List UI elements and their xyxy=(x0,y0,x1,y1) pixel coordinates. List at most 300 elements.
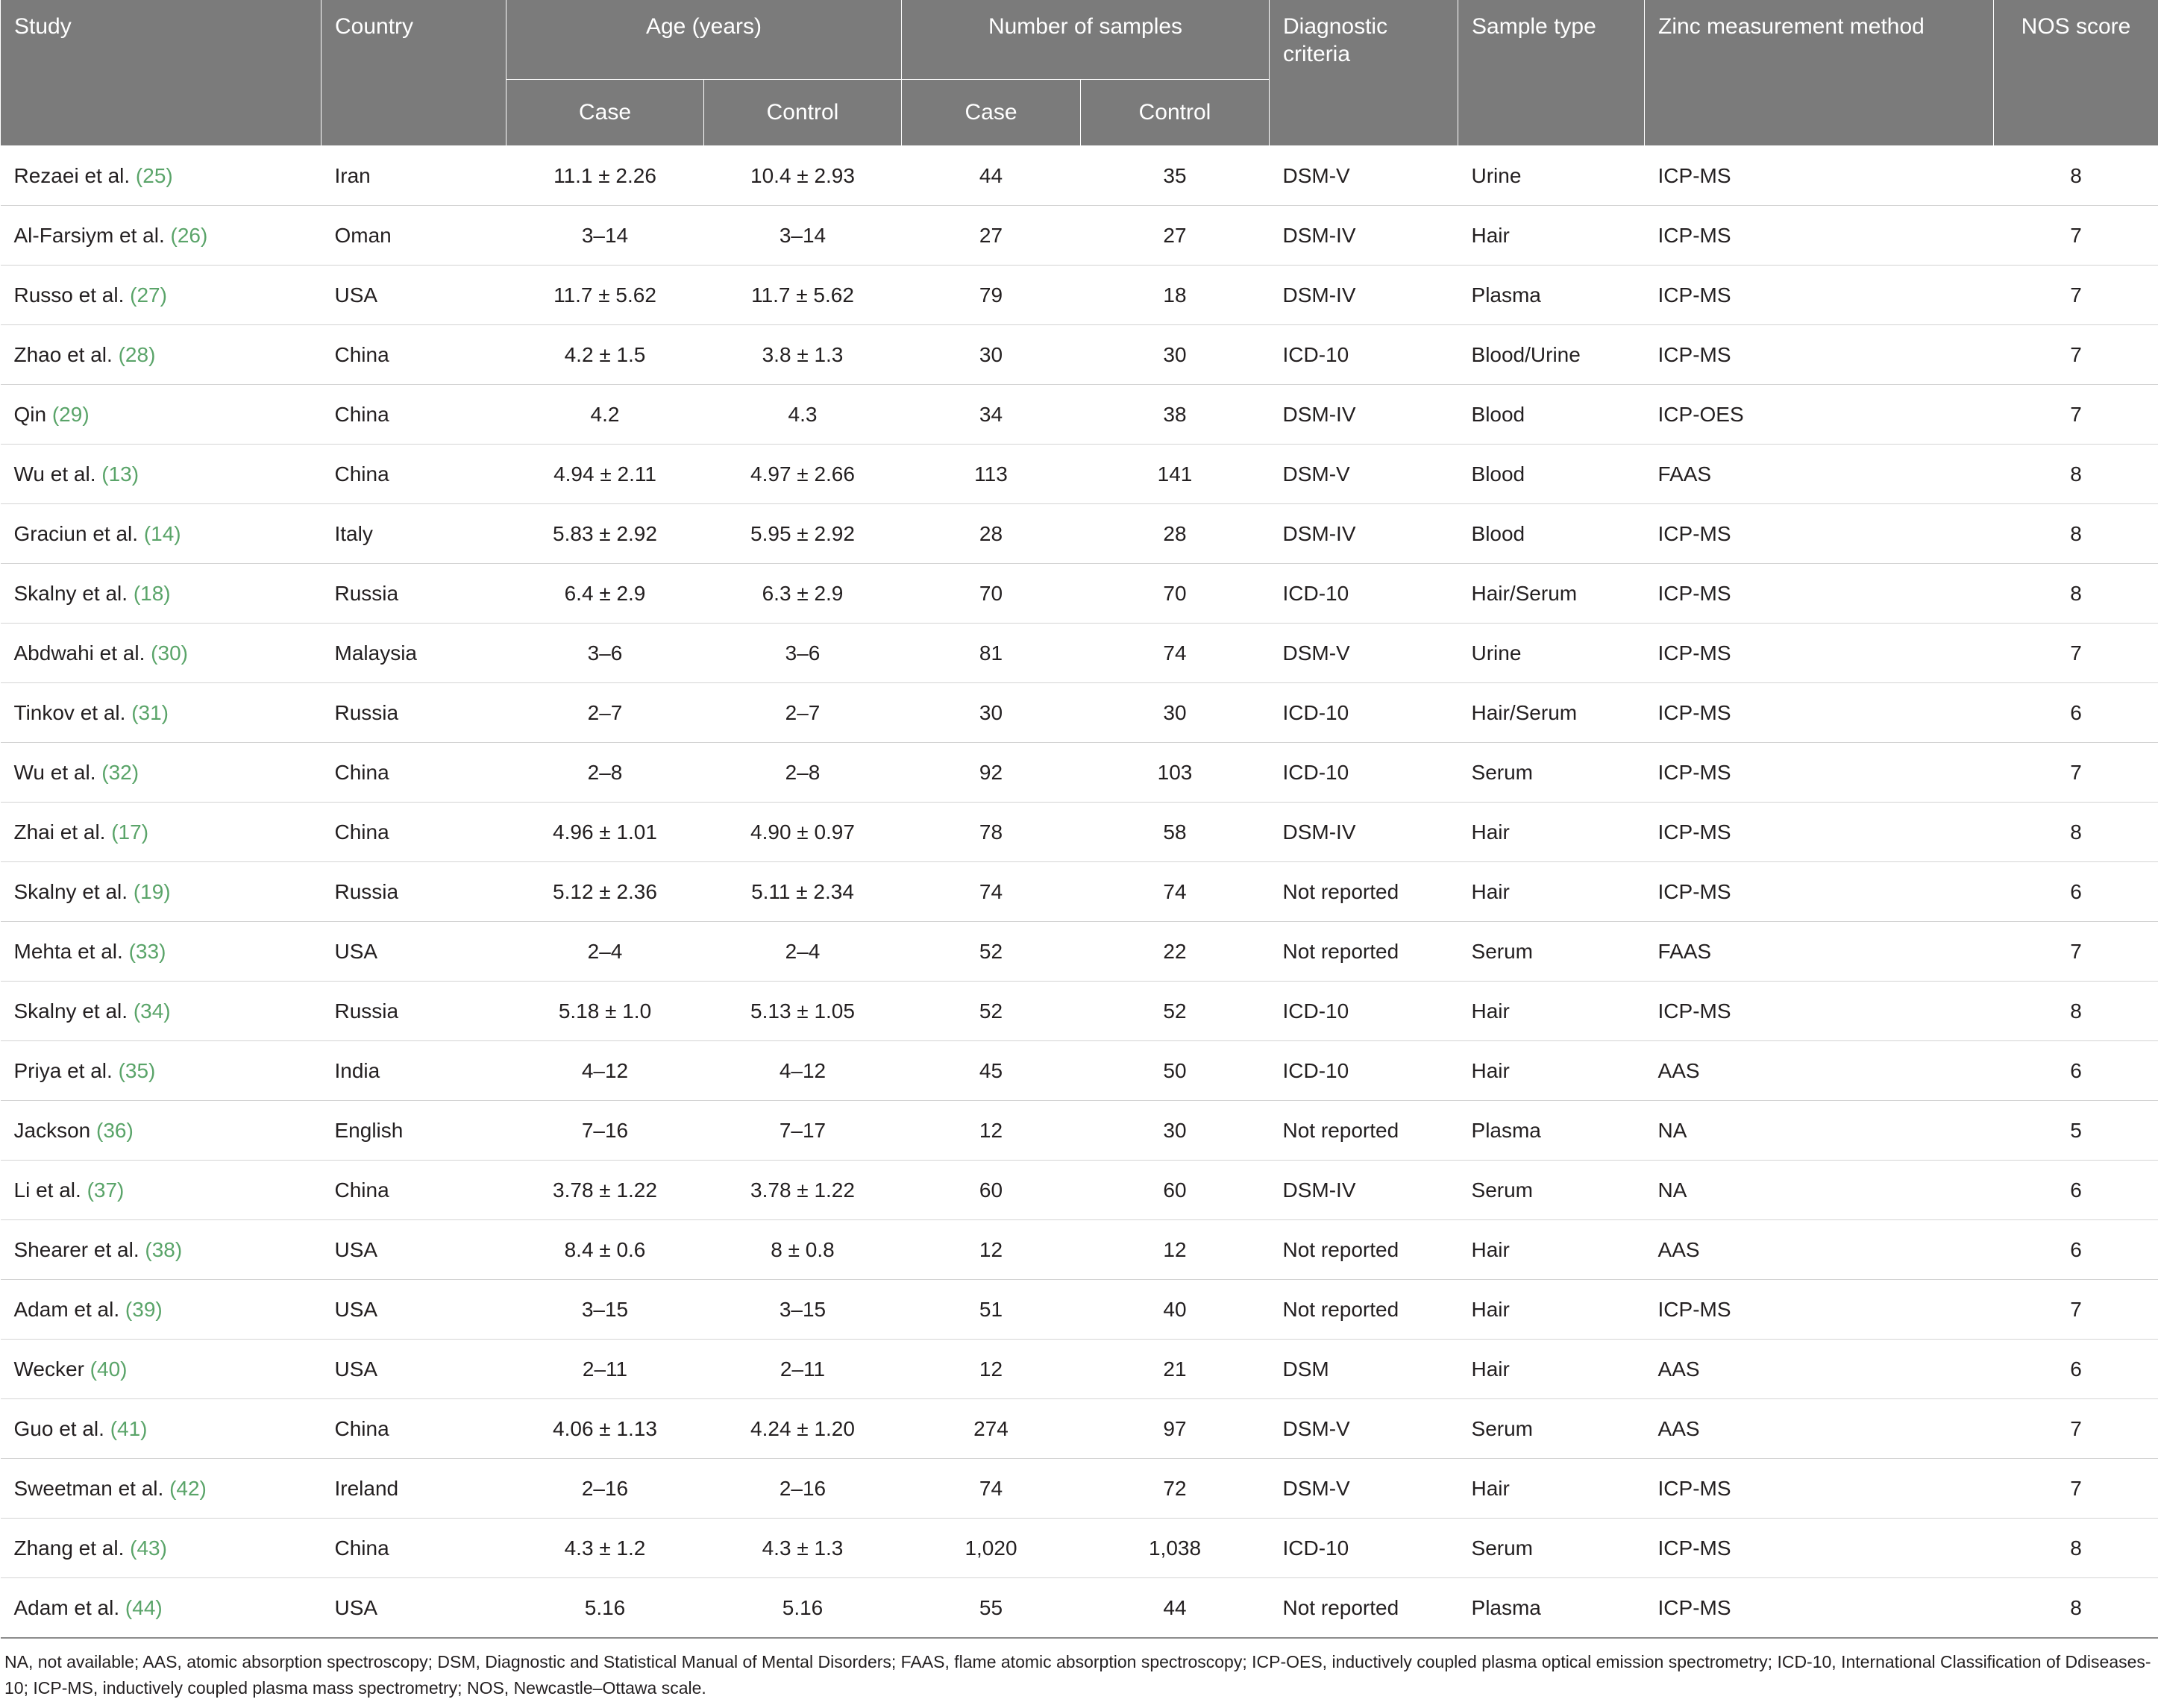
cell-zinc-method: ICP-MS xyxy=(1645,1280,1994,1340)
cell-samples-control: 30 xyxy=(1081,325,1270,385)
cell-age-case: 4.2 xyxy=(506,385,704,445)
cell-age-case: 4–12 xyxy=(506,1041,704,1101)
reference-link[interactable]: (43) xyxy=(130,1536,167,1560)
study-name: Al-Farsiym et al. xyxy=(14,224,165,247)
cell-samples-case: 34 xyxy=(902,385,1081,445)
cell-country: USA xyxy=(321,1340,506,1399)
cell-diagnostic-criteria: Not reported xyxy=(1270,1220,1458,1280)
cell-nos-score: 8 xyxy=(1994,564,2158,624)
table-row xyxy=(1,803,2158,862)
study-name: Abdwahi et al. xyxy=(14,641,145,665)
cell-zinc-method: ICP-MS xyxy=(1645,1519,1994,1578)
cell-diagnostic-criteria: DSM-V xyxy=(1270,1459,1458,1519)
cell-age-control: 3.78 ± 1.22 xyxy=(704,1161,902,1220)
study-name: Rezaei et al. xyxy=(14,164,131,187)
study-name: Wu et al. xyxy=(14,462,96,486)
cell-age-control: 6.3 ± 2.9 xyxy=(704,564,902,624)
cell-samples-case: 74 xyxy=(902,1459,1081,1519)
cell-samples-case: 79 xyxy=(902,266,1081,325)
cell-age-control: 3–6 xyxy=(704,624,902,683)
cell-age-case: 3–6 xyxy=(506,624,704,683)
cell-zinc-method: AAS xyxy=(1645,1399,1994,1459)
cell-nos-score: 7 xyxy=(1994,206,2158,266)
cell-samples-control: 74 xyxy=(1081,624,1270,683)
reference-link[interactable]: (26) xyxy=(171,224,208,247)
study-name: Shearer et al. xyxy=(14,1238,139,1261)
cell-sample-type: Hair xyxy=(1458,1280,1645,1340)
table-row xyxy=(1,504,2158,564)
table-row xyxy=(1,1041,2158,1101)
cell-country: Italy xyxy=(321,504,506,564)
cell-country: USA xyxy=(321,1220,506,1280)
reference-link[interactable]: (13) xyxy=(101,462,139,486)
cell-study xyxy=(1,803,321,862)
study-name: Sweetman et al. xyxy=(14,1477,164,1500)
cell-study xyxy=(1,504,321,564)
table-row xyxy=(1,624,2158,683)
table-row xyxy=(1,1280,2158,1340)
cell-diagnostic-criteria: Not reported xyxy=(1270,1280,1458,1340)
cell-study xyxy=(1,1280,321,1340)
cell-nos-score: 6 xyxy=(1994,1340,2158,1399)
cell-study xyxy=(1,1578,321,1639)
cell-diagnostic-criteria: ICD-10 xyxy=(1270,1041,1458,1101)
cell-diagnostic-criteria: Not reported xyxy=(1270,922,1458,982)
cell-diagnostic-criteria: ICD-10 xyxy=(1270,982,1458,1041)
cell-study xyxy=(1,1161,321,1220)
study-name: Adam et al. xyxy=(14,1596,120,1619)
cell-sample-type: Urine xyxy=(1458,146,1645,206)
cell-age-control: 3–14 xyxy=(704,206,902,266)
table-header xyxy=(1,0,2158,146)
cell-nos-score: 8 xyxy=(1994,445,2158,504)
cell-nos-score: 7 xyxy=(1994,1280,2158,1340)
column-header-number-of-samples: Number of samples xyxy=(902,0,1270,80)
table-row xyxy=(1,1459,2158,1519)
table-row xyxy=(1,1578,2158,1639)
cell-diagnostic-criteria: Not reported xyxy=(1270,1101,1458,1161)
column-header-diagnostic-criteria: Diagnostic criteria xyxy=(1270,0,1458,146)
reference-link[interactable]: (17) xyxy=(111,820,148,844)
cell-zinc-method: ICP-MS xyxy=(1645,325,1994,385)
cell-diagnostic-criteria: Not reported xyxy=(1270,862,1458,922)
cell-age-control: 4.97 ± 2.66 xyxy=(704,445,902,504)
cell-nos-score: 7 xyxy=(1994,325,2158,385)
table-row xyxy=(1,206,2158,266)
cell-age-control: 4.90 ± 0.97 xyxy=(704,803,902,862)
cell-age-control: 2–16 xyxy=(704,1459,902,1519)
cell-diagnostic-criteria: DSM-IV xyxy=(1270,385,1458,445)
cell-study xyxy=(1,206,321,266)
column-header-country: Country xyxy=(321,0,506,146)
cell-samples-control: 30 xyxy=(1081,683,1270,743)
table-row xyxy=(1,325,2158,385)
cell-nos-score: 7 xyxy=(1994,1459,2158,1519)
cell-sample-type: Hair/Serum xyxy=(1458,564,1645,624)
table-row xyxy=(1,1101,2158,1161)
cell-sample-type: Hair/Serum xyxy=(1458,683,1645,743)
cell-samples-control: 72 xyxy=(1081,1459,1270,1519)
cell-age-case: 5.16 xyxy=(506,1578,704,1639)
cell-samples-case: 28 xyxy=(902,504,1081,564)
cell-samples-case: 78 xyxy=(902,803,1081,862)
cell-age-control: 7–17 xyxy=(704,1101,902,1161)
cell-nos-score: 8 xyxy=(1994,803,2158,862)
cell-samples-case: 81 xyxy=(902,624,1081,683)
reference-link[interactable]: (25) xyxy=(136,164,173,187)
table-row xyxy=(1,1220,2158,1280)
study-name: Adam et al. xyxy=(14,1298,120,1321)
table-row xyxy=(1,862,2158,922)
cell-zinc-method: ICP-OES xyxy=(1645,385,1994,445)
column-header-age-case: Case xyxy=(506,80,704,146)
cell-samples-control: 74 xyxy=(1081,862,1270,922)
cell-study xyxy=(1,325,321,385)
cell-country: USA xyxy=(321,1280,506,1340)
cell-age-control: 4.24 ± 1.20 xyxy=(704,1399,902,1459)
table-row xyxy=(1,266,2158,325)
cell-samples-case: 74 xyxy=(902,862,1081,922)
cell-samples-control: 141 xyxy=(1081,445,1270,504)
reference-link[interactable]: (35) xyxy=(119,1059,156,1082)
cell-study xyxy=(1,922,321,982)
cell-age-case: 5.12 ± 2.36 xyxy=(506,862,704,922)
study-name: Zhang et al. xyxy=(14,1536,125,1560)
cell-country: China xyxy=(321,445,506,504)
study-name: Tinkov et al. xyxy=(14,701,126,724)
reference-link[interactable]: (42) xyxy=(169,1477,207,1500)
cell-country: Russia xyxy=(321,564,506,624)
cell-samples-case: 55 xyxy=(902,1578,1081,1639)
reference-link[interactable]: (38) xyxy=(145,1238,182,1261)
column-header-samples-control: Control xyxy=(1081,80,1270,146)
cell-samples-control: 27 xyxy=(1081,206,1270,266)
cell-age-case: 4.3 ± 1.2 xyxy=(506,1519,704,1578)
cell-samples-control: 50 xyxy=(1081,1041,1270,1101)
cell-diagnostic-criteria: Not reported xyxy=(1270,1578,1458,1639)
cell-sample-type: Blood xyxy=(1458,385,1645,445)
cell-country: English xyxy=(321,1101,506,1161)
cell-zinc-method: ICP-MS xyxy=(1645,743,1994,803)
cell-age-control: 4.3 xyxy=(704,385,902,445)
cell-age-case: 4.94 ± 2.11 xyxy=(506,445,704,504)
cell-zinc-method: AAS xyxy=(1645,1041,1994,1101)
study-name: Zhai et al. xyxy=(14,820,106,844)
cell-nos-score: 8 xyxy=(1994,1578,2158,1639)
cell-nos-score: 8 xyxy=(1994,1519,2158,1578)
cell-diagnostic-criteria: ICD-10 xyxy=(1270,683,1458,743)
cell-diagnostic-criteria: ICD-10 xyxy=(1270,325,1458,385)
cell-country: India xyxy=(321,1041,506,1101)
cell-age-case: 2–16 xyxy=(506,1459,704,1519)
column-header-study: Study xyxy=(1,0,321,146)
cell-nos-score: 6 xyxy=(1994,1220,2158,1280)
cell-sample-type: Plasma xyxy=(1458,1101,1645,1161)
cell-country: Iran xyxy=(321,146,506,206)
cell-samples-control: 1,038 xyxy=(1081,1519,1270,1578)
cell-zinc-method: ICP-MS xyxy=(1645,1459,1994,1519)
cell-age-case: 2–11 xyxy=(506,1340,704,1399)
cell-samples-control: 44 xyxy=(1081,1578,1270,1639)
cell-zinc-method: ICP-MS xyxy=(1645,1578,1994,1639)
cell-sample-type: Blood/Urine xyxy=(1458,325,1645,385)
reference-link[interactable]: (37) xyxy=(87,1178,125,1202)
cell-samples-case: 30 xyxy=(902,683,1081,743)
cell-diagnostic-criteria: DSM-IV xyxy=(1270,504,1458,564)
column-header-nos-score: NOS score xyxy=(1994,0,2158,146)
reference-link[interactable]: (14) xyxy=(144,522,181,545)
reference-link[interactable]: (34) xyxy=(134,999,171,1023)
cell-study xyxy=(1,1101,321,1161)
table-row xyxy=(1,1161,2158,1220)
cell-zinc-method: ICP-MS xyxy=(1645,624,1994,683)
cell-zinc-method: ICP-MS xyxy=(1645,564,1994,624)
cell-zinc-method: AAS xyxy=(1645,1340,1994,1399)
cell-samples-control: 21 xyxy=(1081,1340,1270,1399)
cell-samples-control: 52 xyxy=(1081,982,1270,1041)
cell-study xyxy=(1,564,321,624)
cell-age-case: 6.4 ± 2.9 xyxy=(506,564,704,624)
cell-sample-type: Serum xyxy=(1458,1519,1645,1578)
cell-age-control: 2–7 xyxy=(704,683,902,743)
cell-sample-type: Blood xyxy=(1458,445,1645,504)
cell-nos-score: 6 xyxy=(1994,683,2158,743)
column-header-age-control: Control xyxy=(704,80,902,146)
cell-age-case: 2–7 xyxy=(506,683,704,743)
cell-zinc-method: ICP-MS xyxy=(1645,266,1994,325)
cell-age-case: 11.7 ± 5.62 xyxy=(506,266,704,325)
cell-age-control: 4.3 ± 1.3 xyxy=(704,1519,902,1578)
cell-study xyxy=(1,385,321,445)
table-row xyxy=(1,1340,2158,1399)
cell-samples-case: 12 xyxy=(902,1340,1081,1399)
reference-link[interactable]: (33) xyxy=(129,940,166,963)
cell-age-control: 2–4 xyxy=(704,922,902,982)
cell-study xyxy=(1,146,321,206)
study-name: Guo et al. xyxy=(14,1417,104,1440)
cell-age-control: 4–12 xyxy=(704,1041,902,1101)
reference-link[interactable]: (18) xyxy=(134,582,171,605)
cell-diagnostic-criteria: DSM-V xyxy=(1270,624,1458,683)
cell-age-control: 11.7 ± 5.62 xyxy=(704,266,902,325)
cell-age-control: 2–8 xyxy=(704,743,902,803)
cell-diagnostic-criteria: DSM-V xyxy=(1270,445,1458,504)
study-name: Wu et al. xyxy=(14,761,96,784)
reference-link[interactable]: (29) xyxy=(52,403,90,426)
cell-age-case: 4.96 ± 1.01 xyxy=(506,803,704,862)
reference-link[interactable]: (30) xyxy=(151,641,188,665)
table-row xyxy=(1,146,2158,206)
cell-diagnostic-criteria: ICD-10 xyxy=(1270,743,1458,803)
study-name: Russo et al. xyxy=(14,283,125,307)
reference-link[interactable]: (32) xyxy=(101,761,139,784)
cell-diagnostic-criteria: DSM xyxy=(1270,1340,1458,1399)
cell-diagnostic-criteria: DSM-V xyxy=(1270,1399,1458,1459)
cell-samples-control: 12 xyxy=(1081,1220,1270,1280)
cell-zinc-method: ICP-MS xyxy=(1645,803,1994,862)
cell-nos-score: 6 xyxy=(1994,1161,2158,1220)
cell-sample-type: Blood xyxy=(1458,504,1645,564)
table-row xyxy=(1,922,2158,982)
cell-nos-score: 6 xyxy=(1994,1041,2158,1101)
cell-nos-score: 5 xyxy=(1994,1101,2158,1161)
cell-nos-score: 7 xyxy=(1994,624,2158,683)
cell-zinc-method: ICP-MS xyxy=(1645,206,1994,266)
cell-country: USA xyxy=(321,1578,506,1639)
cell-samples-case: 113 xyxy=(902,445,1081,504)
cell-sample-type: Hair xyxy=(1458,862,1645,922)
cell-samples-control: 97 xyxy=(1081,1399,1270,1459)
cell-samples-case: 52 xyxy=(902,922,1081,982)
study-name: Skalny et al. xyxy=(14,999,128,1023)
cell-age-control: 3.8 ± 1.3 xyxy=(704,325,902,385)
cell-age-case: 2–8 xyxy=(506,743,704,803)
column-header-zinc-measurement-method: Zinc measurement method xyxy=(1645,0,1994,146)
cell-diagnostic-criteria: DSM-IV xyxy=(1270,803,1458,862)
cell-sample-type: Serum xyxy=(1458,1399,1645,1459)
table-row xyxy=(1,385,2158,445)
reference-link[interactable]: (40) xyxy=(90,1357,128,1381)
cell-age-case: 11.1 ± 2.26 xyxy=(506,146,704,206)
cell-nos-score: 6 xyxy=(1994,862,2158,922)
cell-diagnostic-criteria: ICD-10 xyxy=(1270,1519,1458,1578)
cell-samples-case: 92 xyxy=(902,743,1081,803)
cell-age-case: 4.2 ± 1.5 xyxy=(506,325,704,385)
cell-diagnostic-criteria: DSM-V xyxy=(1270,146,1458,206)
cell-nos-score: 7 xyxy=(1994,266,2158,325)
study-name: Mehta et al. xyxy=(14,940,123,963)
cell-study xyxy=(1,1220,321,1280)
cell-country: Russia xyxy=(321,982,506,1041)
cell-sample-type: Hair xyxy=(1458,206,1645,266)
cell-samples-control: 35 xyxy=(1081,146,1270,206)
reference-link[interactable]: (19) xyxy=(134,880,171,903)
study-name: Graciun et al. xyxy=(14,522,139,545)
cell-zinc-method: ICP-MS xyxy=(1645,862,1994,922)
cell-samples-control: 18 xyxy=(1081,266,1270,325)
cell-zinc-method: ICP-MS xyxy=(1645,504,1994,564)
cell-samples-case: 45 xyxy=(902,1041,1081,1101)
cell-country: China xyxy=(321,325,506,385)
cell-diagnostic-criteria: DSM-IV xyxy=(1270,1161,1458,1220)
cell-study xyxy=(1,982,321,1041)
cell-nos-score: 7 xyxy=(1994,743,2158,803)
cell-zinc-method: AAS xyxy=(1645,1220,1994,1280)
reference-link[interactable]: (27) xyxy=(130,283,167,307)
cell-age-case: 4.06 ± 1.13 xyxy=(506,1399,704,1459)
cell-sample-type: Hair xyxy=(1458,1220,1645,1280)
cell-study xyxy=(1,445,321,504)
cell-country: Ireland xyxy=(321,1459,506,1519)
cell-nos-score: 8 xyxy=(1994,146,2158,206)
cell-age-control: 5.11 ± 2.34 xyxy=(704,862,902,922)
cell-age-control: 2–11 xyxy=(704,1340,902,1399)
cell-samples-control: 38 xyxy=(1081,385,1270,445)
column-header-samples-case: Case xyxy=(902,80,1081,146)
cell-study xyxy=(1,266,321,325)
cell-sample-type: Plasma xyxy=(1458,1578,1645,1639)
study-name: Zhao et al. xyxy=(14,343,113,366)
reference-link[interactable]: (39) xyxy=(125,1298,163,1321)
cell-age-case: 3–14 xyxy=(506,206,704,266)
table-row xyxy=(1,1519,2158,1578)
cell-nos-score: 7 xyxy=(1994,922,2158,982)
cell-diagnostic-criteria: ICD-10 xyxy=(1270,564,1458,624)
cell-age-control: 3–15 xyxy=(704,1280,902,1340)
column-header-age: Age (years) xyxy=(506,0,902,80)
cell-study xyxy=(1,1519,321,1578)
cell-sample-type: Plasma xyxy=(1458,266,1645,325)
cell-samples-case: 27 xyxy=(902,206,1081,266)
cell-country: China xyxy=(321,385,506,445)
study-name: Skalny et al. xyxy=(14,582,128,605)
cell-country: Russia xyxy=(321,683,506,743)
cell-age-control: 10.4 ± 2.93 xyxy=(704,146,902,206)
cell-zinc-method: FAAS xyxy=(1645,445,1994,504)
cell-sample-type: Serum xyxy=(1458,743,1645,803)
cell-zinc-method: ICP-MS xyxy=(1645,683,1994,743)
cell-study xyxy=(1,1459,321,1519)
reference-link[interactable]: (41) xyxy=(110,1417,148,1440)
cell-study xyxy=(1,862,321,922)
cell-age-case: 7–16 xyxy=(506,1101,704,1161)
table-row xyxy=(1,683,2158,743)
cell-samples-control: 58 xyxy=(1081,803,1270,862)
cell-zinc-method: FAAS xyxy=(1645,922,1994,982)
cell-age-case: 3.78 ± 1.22 xyxy=(506,1161,704,1220)
cell-age-case: 5.83 ± 2.92 xyxy=(506,504,704,564)
cell-zinc-method: NA xyxy=(1645,1101,1994,1161)
table-body xyxy=(1,146,2158,1639)
cell-study xyxy=(1,1340,321,1399)
table-footnote: NA, not available; AAS, atomic absorption spectroscopy; DSM, Diagnostic and Statistical Manual of Mental Disorders; FAAS, flame atomic absorption spectroscopy; ICP-OES, inductively coupled plasma optical emission spectrometry; ICD-10, International Classification of Ddiseases-10; ICP-MS, inductively coupled plasma mass spectrometry; NOS, Newcastle–Ottawa scale. xyxy=(0,1639,2157,1708)
cell-age-case: 2–4 xyxy=(506,922,704,982)
cell-zinc-method: ICP-MS xyxy=(1645,146,1994,206)
table-row xyxy=(1,564,2158,624)
cell-sample-type: Hair xyxy=(1458,982,1645,1041)
reference-link[interactable]: (31) xyxy=(131,701,169,724)
cell-country: USA xyxy=(321,922,506,982)
cell-nos-score: 8 xyxy=(1994,504,2158,564)
cell-nos-score: 7 xyxy=(1994,1399,2158,1459)
reference-link[interactable]: (28) xyxy=(119,343,156,366)
cell-study xyxy=(1,743,321,803)
study-name: Priya et al. xyxy=(14,1059,113,1082)
cell-samples-case: 52 xyxy=(902,982,1081,1041)
cell-samples-case: 70 xyxy=(902,564,1081,624)
cell-samples-case: 12 xyxy=(902,1101,1081,1161)
cell-age-control: 5.13 ± 1.05 xyxy=(704,982,902,1041)
study-name: Wecker xyxy=(14,1357,84,1381)
study-name: Li et al. xyxy=(14,1178,81,1202)
cell-country: USA xyxy=(321,266,506,325)
cell-age-control: 5.16 xyxy=(704,1578,902,1639)
cell-nos-score: 8 xyxy=(1994,982,2158,1041)
cell-sample-type: Hair xyxy=(1458,1340,1645,1399)
study-name: Skalny et al. xyxy=(14,880,128,903)
cell-samples-control: 30 xyxy=(1081,1101,1270,1161)
reference-link[interactable]: (36) xyxy=(96,1119,134,1142)
reference-link[interactable]: (44) xyxy=(125,1596,163,1619)
cell-diagnostic-criteria: DSM-IV xyxy=(1270,266,1458,325)
cell-age-case: 3–15 xyxy=(506,1280,704,1340)
cell-country: China xyxy=(321,1161,506,1220)
cell-samples-case: 30 xyxy=(902,325,1081,385)
cell-sample-type: Hair xyxy=(1458,803,1645,862)
cell-sample-type: Hair xyxy=(1458,1041,1645,1101)
cell-country: Oman xyxy=(321,206,506,266)
cell-samples-case: 60 xyxy=(902,1161,1081,1220)
